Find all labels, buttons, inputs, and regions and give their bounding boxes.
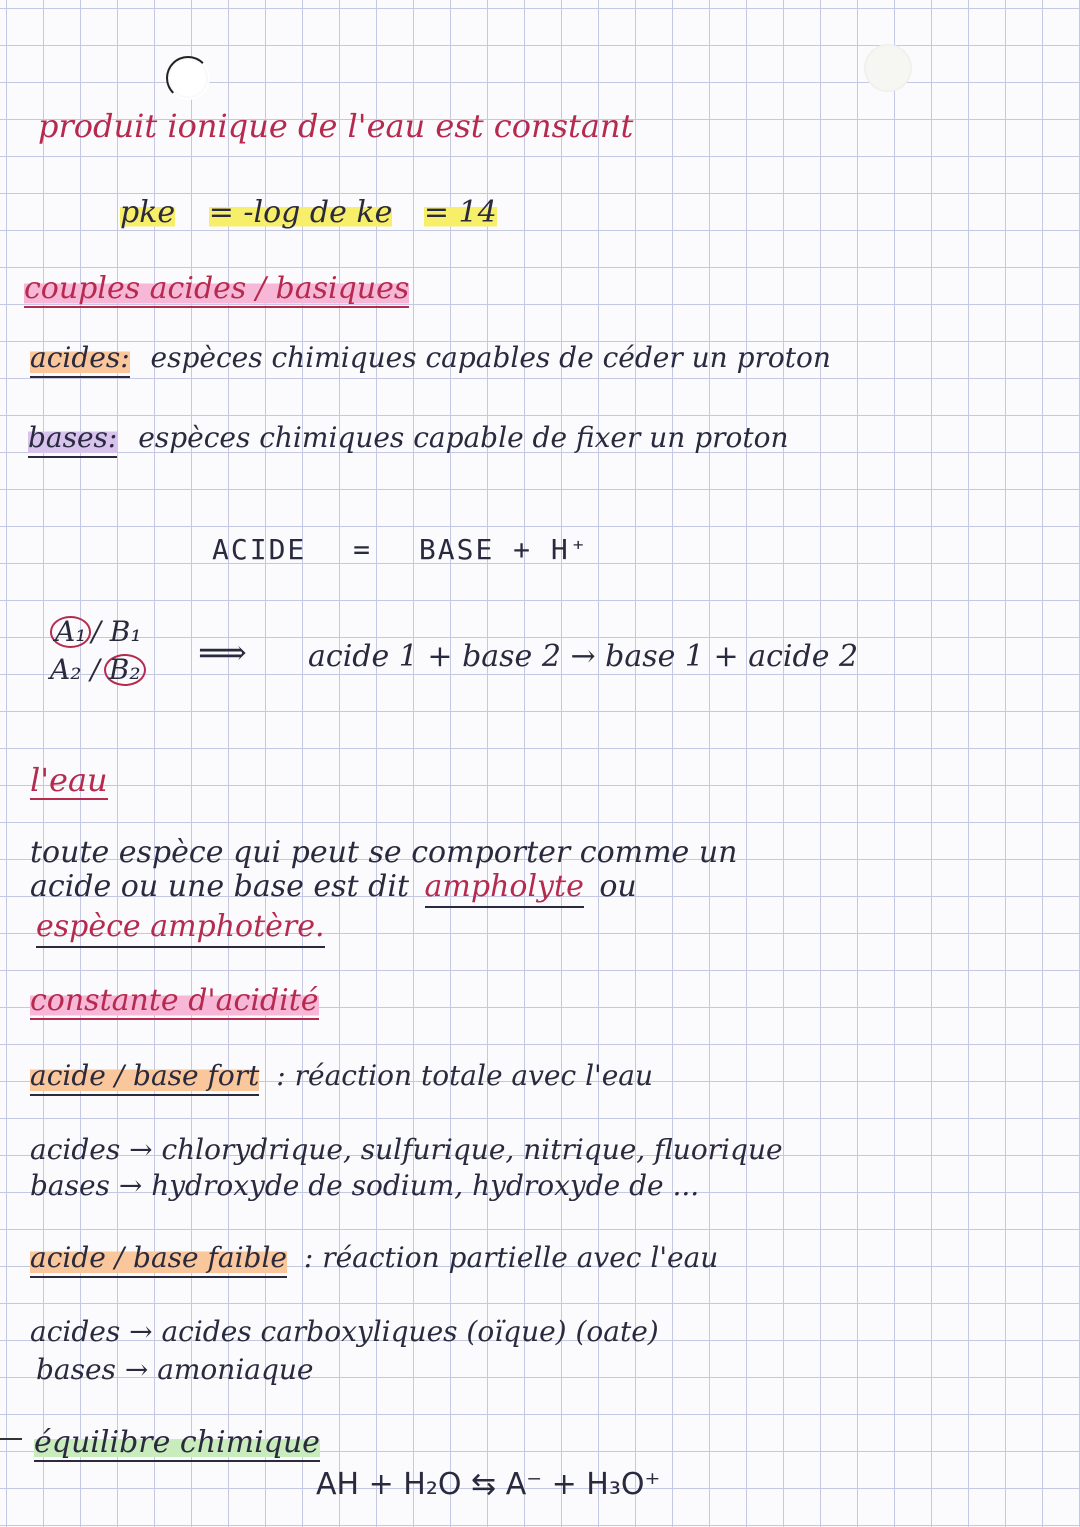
eq-equal: = <box>353 533 373 566</box>
amphoteric-term: espèce amphotère. <box>36 909 325 948</box>
punch-hole-right <box>864 44 912 92</box>
section-title-equilibrium: équilibre chimique <box>34 1425 320 1460</box>
weak-acids-list: acides → acides carboxyliques (oïque) (oate) <box>30 1315 659 1348</box>
implies-arrow: ⟹ <box>198 633 247 673</box>
acids-definition-row <box>30 341 831 374</box>
weak-label: acide / base faible <box>30 1241 287 1278</box>
eq-base: BASE + H⁺ <box>418 533 589 566</box>
pke-label: pke <box>120 195 176 230</box>
bases-definition: espèces chimiques capable de fixer un proton <box>138 421 789 454</box>
strong-bases-list: bases → hydroxyde de sodium, hydroxyde de ... <box>30 1169 700 1202</box>
strong-acids-list: acides → chlorydrique, sulfurique, nitrique, fluorique <box>30 1133 783 1166</box>
pke-value: = 14 <box>423 195 497 230</box>
couple-1 <box>50 616 142 648</box>
bases-label: bases: <box>28 421 117 458</box>
section-title-acidity-constant: constante d'acidité <box>30 983 319 1018</box>
eq-acide: ACIDE <box>212 533 307 566</box>
weak-definition: : réaction partielle avec l'eau <box>303 1241 719 1274</box>
margin-mark <box>0 1438 22 1440</box>
strong-label: acide / base fort <box>30 1059 259 1096</box>
reaction-equation: acide 1 + base 2 → base 1 + acide 2 <box>308 639 859 674</box>
punch-hole-left <box>166 56 210 100</box>
weak-acid-base-row <box>30 1241 719 1274</box>
couple-a2: A₂ / <box>50 653 100 686</box>
pke-equation: = -log de ke <box>208 195 393 230</box>
ampholyte-text-a: acide ou une base est dit <box>30 869 409 904</box>
ampholyte-line-1: toute espèce qui peut se comporter comme un <box>30 835 738 870</box>
pke-formula <box>120 195 497 230</box>
acids-label: acides: <box>30 341 130 378</box>
bases-definition-row <box>28 421 789 454</box>
equilibrium-equation: AH + H₂O ⇆ A⁻ + H₃O⁺ <box>316 1467 661 1502</box>
section-title-couples: couples acides / basiques <box>24 271 410 306</box>
ampholyte-line-2 <box>30 869 637 904</box>
ampholyte-text-c: ou <box>599 869 637 904</box>
heading-ionic-product: produit ionique de l'eau est constant <box>38 107 634 145</box>
acid-base-equation <box>212 533 589 566</box>
ampholyte-line-3 <box>36 909 325 944</box>
ampholyte-term: ampholyte <box>425 869 584 908</box>
strong-acid-base-row <box>30 1059 654 1092</box>
couple-b1: / B₁ <box>91 615 142 648</box>
section-title-water: l'eau <box>30 761 108 799</box>
strong-definition: : réaction totale avec l'eau <box>276 1059 654 1092</box>
acids-definition: espèces chimiques capables de céder un proton <box>150 341 831 374</box>
couple-b2: B₂ <box>104 654 146 686</box>
couple-2 <box>50 654 146 686</box>
couple-a1: A₁ <box>50 616 91 648</box>
weak-bases-list: bases → amoniaque <box>36 1353 314 1386</box>
